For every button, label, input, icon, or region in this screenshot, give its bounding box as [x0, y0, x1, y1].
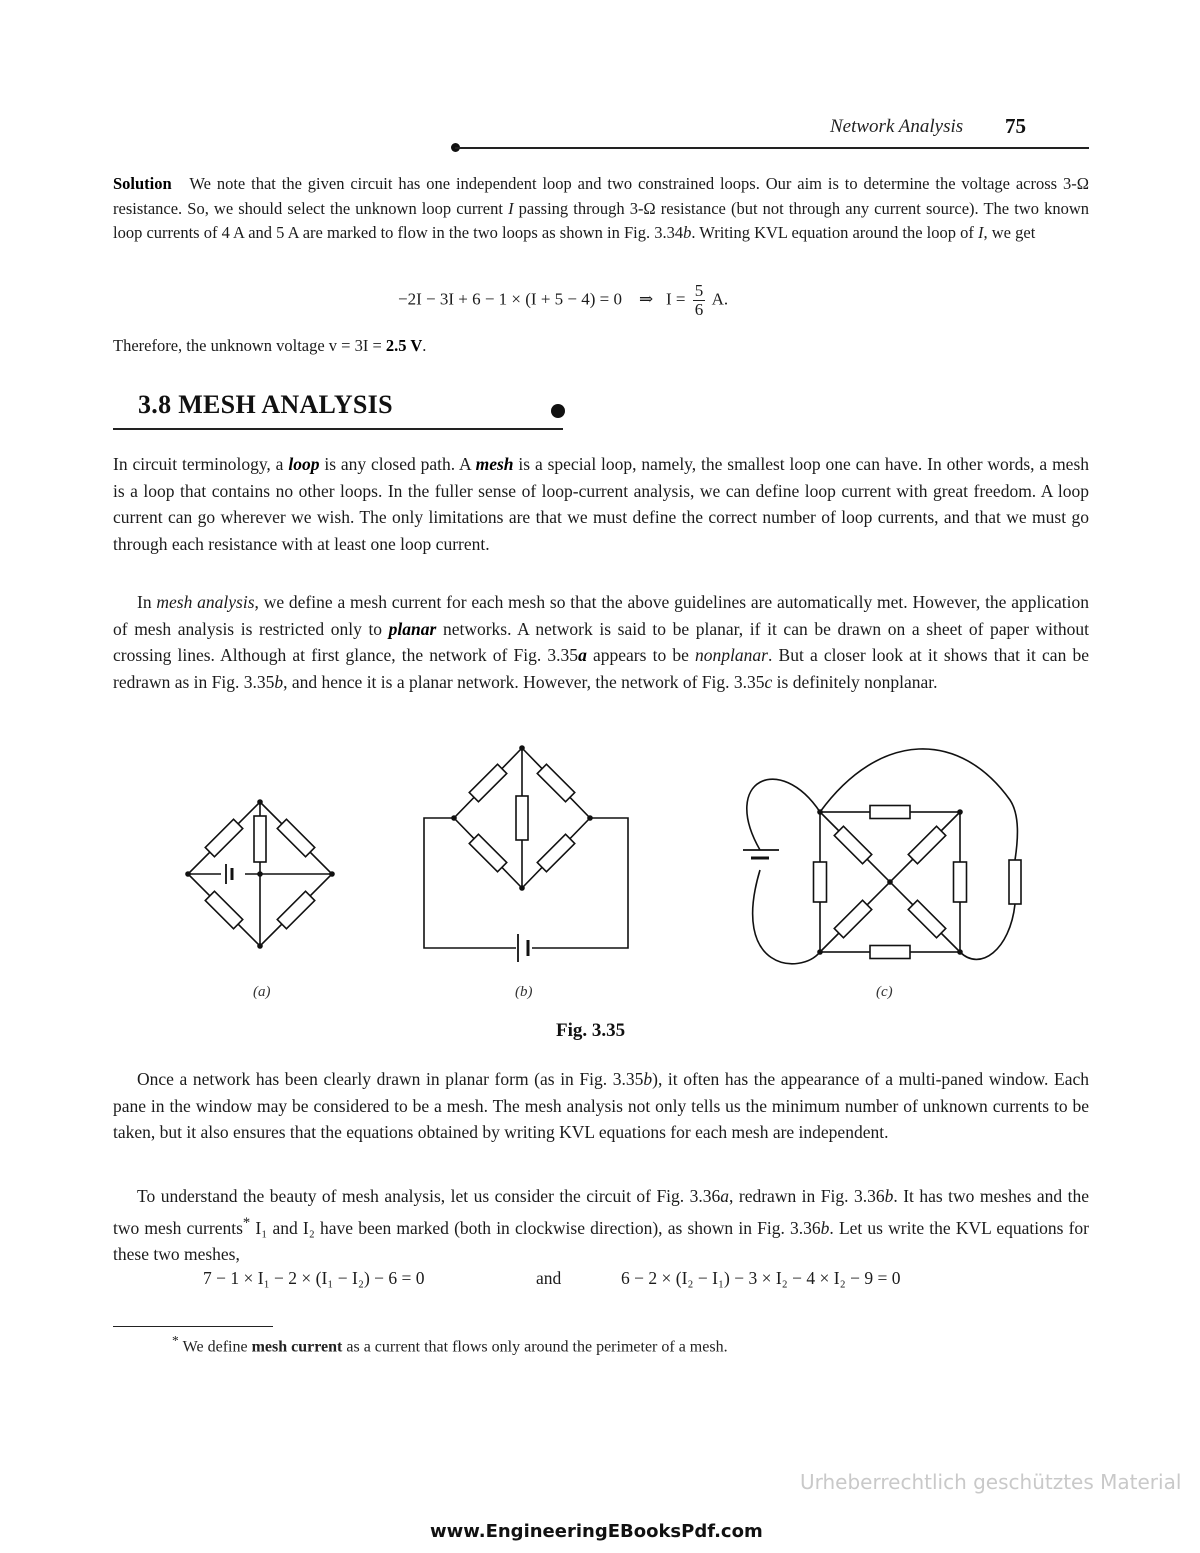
kvl-and: and [536, 1268, 562, 1288]
paragraph-mesh-definition: In circuit terminology, a loop is any closed path. A mesh is a special loop, namely, the smallest loop one can have. In other words, a mesh is a loop that contains no other loops. In the fuller sense of loop-current analysis, we can define loop current with great freedom. A loop current can go wherever we wish. The only limitations are that we must define the correct number of loop currents, and that we must go through each resistance with at least one loop current. [113, 454, 1090, 554]
footnote: * We define mesh current as a current that flows only around the perimeter of a mesh. [172, 1333, 728, 1356]
circuit-c [743, 749, 1021, 964]
header-rule [455, 147, 1089, 149]
paragraph-multi-paned: Once a network has been clearly drawn in planar form (as in Fig. 3.35b), it often has the appearance of a multi-paned window. Each pane in the window may be considered to be a mesh. The mesh analysis not only tells us the minimum number of unknown currents to be taken, but it also ensures that the equations obtained by writing KVL equations for each mesh are independent. [113, 1069, 1089, 1142]
footnote-marker: * [242, 1214, 251, 1231]
kvl-equation-1: 7 − 1 × I₁ − 2 × (I₁ − I₂) − 6 = 0 [203, 1268, 425, 1288]
running-header-title: Network Analysis [830, 116, 964, 137]
copyright-watermark: Urheberrechtlich geschütztes Material [800, 1470, 1182, 1494]
section-title: 3.8 MESH ANALYSIS [138, 390, 393, 419]
term-mesh: mesh [475, 454, 514, 474]
figure-label-a: (a) [253, 984, 271, 1000]
term-loop: loop [288, 454, 320, 474]
equation-lhs: −2I − 3I + 6 − 1 × (I + 5 − 4) = 0 [398, 289, 623, 309]
implies-symbol: ⇒ [639, 289, 654, 309]
term-mesh-analysis: mesh analysis [156, 592, 255, 612]
solution-label: Solution [113, 174, 172, 193]
fraction-5-6: $\frac{5}{6}$ [694, 281, 704, 319]
section-rule [113, 428, 563, 430]
page-number: 75 [1005, 114, 1026, 138]
section-dot [551, 404, 565, 418]
kvl-equation-2: 6 − 2 × (I₂ − I₁) − 3 × I₂ − 4 × I₂ − 9 = 0 [621, 1268, 901, 1288]
therefore-line: Therefore, the unknown voltage v = 3I = 2.5 V. [113, 336, 427, 355]
term-planar: planar [388, 618, 437, 639]
term-mesh-current: mesh current [251, 1338, 343, 1356]
figure-label-c: (c) [876, 984, 893, 1000]
footnote-rule [113, 1326, 273, 1327]
circuit-a [185, 799, 335, 949]
paragraph-beauty: To understand the beauty of mesh analysis, let us consider the circuit of Fig. 3.36a, redrawn in Fig. 3.36b. It has two meshes and the two mesh currents* I₁ and I₂ have been marked (both in clockwise direction), as shown in Fig. 3.36b. Let us write the KVL equations for these two meshes, [113, 1186, 1089, 1264]
figure-label-b: (b) [515, 984, 533, 1000]
figure-3-35 [160, 740, 1060, 1000]
solution-equation: −2I − 3I + 6 − 1 × (I + 5 − 4) = 0 ⇒ I = $\frac{5}{6}$ A. [398, 281, 729, 319]
site-url[interactable]: www.EngineeringEBooksPdf.com [430, 1521, 763, 1542]
solution-paragraph: Solution We note that the given circuit has one independent loop and two constrained loops. Our aim is to determine the voltage across 3-Ω resistance. So, we should select the unknown loop current I passing through 3-Ω resistance (but not through any current source). The two known loop currents of 4 A and 5 A are marked to flow in the two loops as shown in Fig. 3.34b. Writing KVL equation around the loop of I, we get [113, 174, 1089, 242]
term-nonplanar: nonplanar [695, 645, 768, 665]
circuit-b [424, 745, 628, 962]
figure-title: Fig. 3.35 [556, 1020, 626, 1041]
paragraph-planar: In mesh analysis, we define a mesh current for each mesh so that the above guidelines are automatically met. However, the application of mesh analysis is restricted only to planar networks. A network is said to be planar, if it can be drawn on a sheet of paper without crossing lines. Although at first glance, the network of Fig. 3.35a appears to be nonplanar. But a closer look at it shows that it can be redrawn as in Fig. 3.35b, and hence it is a planar network. However, the network of Fig. 3.35c is definitely nonplanar. [113, 592, 1090, 692]
